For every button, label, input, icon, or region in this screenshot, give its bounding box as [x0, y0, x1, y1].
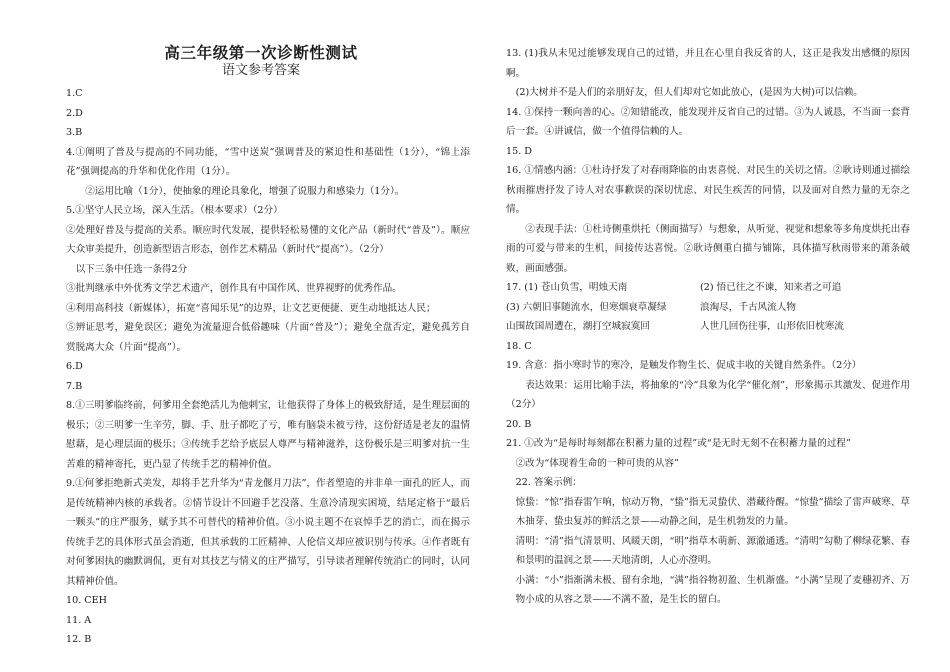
answer-line-right: 浪淘尽，千古风流人物	[700, 301, 796, 313]
answer-paragraph: 11. A	[66, 614, 92, 626]
answer-paragraph: ②表现手法：①杜诗侧重烘托（侧面描写）与想象，从听觉、视觉和想象等多角度烘托出春雨的可爱与带来的生机，间接传达喜悦。②耿诗侧重白描与铺陈，具体描写秋雨带来的萧条破败，画面感强。	[506, 223, 910, 274]
answer-line-right: (2) 悟已往之不谏，知来者之可追	[700, 282, 842, 293]
right-answers	[506, 44, 910, 610]
answer-paragraph: ④利用高科技（新媒体），拓宽“喜闻乐见”的边界，让文艺更便捷、更生动地抵达人民；	[66, 302, 436, 314]
answer-line-left: 山围故国周遭在，潮打空城寂寞回	[506, 321, 650, 332]
answer-paragraph: ②处理好普及与提高的关系。顺应时代发展，提供轻松易懂的文化产品（新时代“普及”）。顺应大众审美提升，创造新型语言形态，创作艺术精品（新时代“提高”）。（2分）	[66, 224, 470, 255]
answer-paragraph: 惊蛰：“惊”指春雷乍响，惊动万物，“蛰”指无灵蛰伏、潜藏待醒。“惊蛰”描绘了雷声破寒、草木抽芽、蛰虫复苏的鲜活之景——动静之间，是生机勃发的力量。	[515, 496, 910, 527]
answer-paragraph	[506, 278, 910, 298]
answer-paragraph: 2.D	[66, 107, 83, 119]
answer-paragraph: 5.①坚守人民立场，深入生活。（根本要求）（2分）	[66, 205, 283, 216]
answer-paragraph: ②改为“体现着生命的一种可贵的从容”	[515, 457, 679, 469]
answer-paragraph: 16. ①情感内涵：①杜诗抒发了对春雨降临的由衷喜悦、对民生的关切之情。②耿诗则通过描绘秋雨摧唐抒发了诗人对农事歉误的深切忧虑、对民生疾苦的同情，以及面对自然力量的无奈之情。	[506, 165, 910, 215]
right-column	[506, 44, 910, 610]
answer-paragraph: 10. CEH	[66, 595, 108, 606]
answer-line-right: 人世几回伤往事，山形依旧枕寒流	[700, 321, 844, 332]
answer-paragraph: ②运用比喻（1分），使抽象的理论具象化，增强了说服力和感染力（1分）。	[85, 185, 405, 197]
title-block	[52, 44, 470, 80]
answer-paragraph: 9.①何爹拒绝新式美发，却将手艺升华为“青龙偃月刀法”，作者塑造的并非单一面孔的匠人，而是传统精神内核的承载者。②情节设计不回避手艺没落、生意冷清现实困境，结尾定格于“最后一颗头”的庄严服务，赋予其不可替代的精神价值。③小说主题不在哀悼手艺的消亡，而在揭示传统手艺的具体形式虽会消逝，但其承载的工匠精神、人伦信义却应被识别与传承。④作者既有对何爹困执的幽默调侃，更有对其技艺与情义的庄严描写，引导读者理解传统消亡的同时，认同其精神价值。	[66, 478, 470, 587]
answer-line-left: 17. (1) 苍山负雪，明烛天南	[506, 282, 628, 293]
answer-paragraph	[506, 317, 910, 337]
answer-paragraph: 21. ①改为“是每时每刻都在积蓄力量的过程”或“是无时无刻不在积蓄力量的过程”	[506, 438, 851, 449]
answer-paragraph: ⑤辨证思考，避免误区；避免为流量迎合低俗趣味（片面“普及”）；避免全盘否定，避免孤芳自赏脱离大众（片面“提高”）。	[66, 322, 470, 353]
answer-line-left: (3) 六朝旧事随流水，但寒烟衰草凝绿	[506, 301, 667, 313]
page-title: 高三年级第一次诊断性测试	[164, 44, 358, 62]
answer-paragraph: 8.①三明爹临终前，何爹用全套绝活儿为他刺宝，让他获得了身体上的极致舒适，是生理层面的极乐；②三明爹一生辛劳，脚、手、肚子都吃了亏，唯有脑袋未被亏待，这份舒适是老友的温情慰藉，是心理层面的极乐；③传统手艺给予底层人尊严与精神滋养，这份极乐是三明爹对抗一生苦难的精神寄托，更凸显了传统手艺的精神价值。	[66, 400, 470, 470]
answer-paragraph: 22. 答案示例：	[515, 477, 582, 488]
left-answers	[66, 84, 470, 650]
answer-paragraph: (2)大树并不是人们的亲朋好友，但人们却对它如此放心，(是因为大树)可以信赖。	[515, 87, 863, 98]
answer-paragraph	[506, 298, 910, 318]
answer-paragraph: 15. D	[506, 145, 532, 157]
answer-paragraph: 6.D	[66, 361, 83, 372]
answer-paragraph: 12. B	[66, 634, 92, 645]
answer-paragraph: 清明：“清”指气清景明、风暖天朗，“明”指草木萌新、源澈通透。“清明”勾勒了柳绿花繁、春和景明的温润之景——天地清朗，人心亦澄明。	[515, 535, 910, 566]
answer-paragraph: 1.C	[66, 88, 83, 99]
answer-paragraph: 7.B	[66, 380, 83, 392]
answer-paragraph: 3.B	[66, 127, 83, 138]
answer-paragraph: 18. C	[506, 340, 532, 352]
page-subtitle: 语文参考答案	[221, 63, 300, 78]
answer-paragraph: 4.①阐明了普及与提高的不同功能，“雪中送炭”强调普及的紧迫性和基础性（1分），“锦上添花”强调提高的升华和优化作用（1分）。	[66, 146, 470, 177]
answer-paragraph: 14. ①保持一颗向善的心。②知错能改，能发现并反省自己的过错。③为人诚恳，不当面一套背后一套。④讲诚信，做一个值得信赖的人。	[506, 106, 910, 137]
answer-paragraph: 20. B	[506, 418, 532, 430]
answer-paragraph: 13. (1)我从未见过能够发现自己的过错，并且在心里自我反省的人，这正是我发出感慨的原因啊。	[506, 48, 910, 79]
answer-paragraph: 以下三条中任选一条得2分	[75, 263, 188, 275]
answer-paragraph: 表达效果：运用比喻手法，将抽象的“冷”具象为化学“催化剂”，形象揭示其激发、促进作用（2分）	[506, 379, 910, 410]
left-column	[66, 44, 470, 650]
answer-paragraph: ③批判继承中外优秀文学艺术遗产，创作具有中国作风、世界视野的优秀作品。	[66, 283, 402, 294]
answer-paragraph: 19. 含意：指小寒时节的寒冷，是触发作物生长、促成丰收的关键自然条件。（2分）	[506, 360, 862, 371]
answer-paragraph: 小满：“小”指渐满未极、留有余地，“满”指谷物初盈、生机渐盛。“小满”呈现了麦穗初齐、万物小成的从容之景——不满不盈，是生长的留白。	[515, 574, 910, 605]
